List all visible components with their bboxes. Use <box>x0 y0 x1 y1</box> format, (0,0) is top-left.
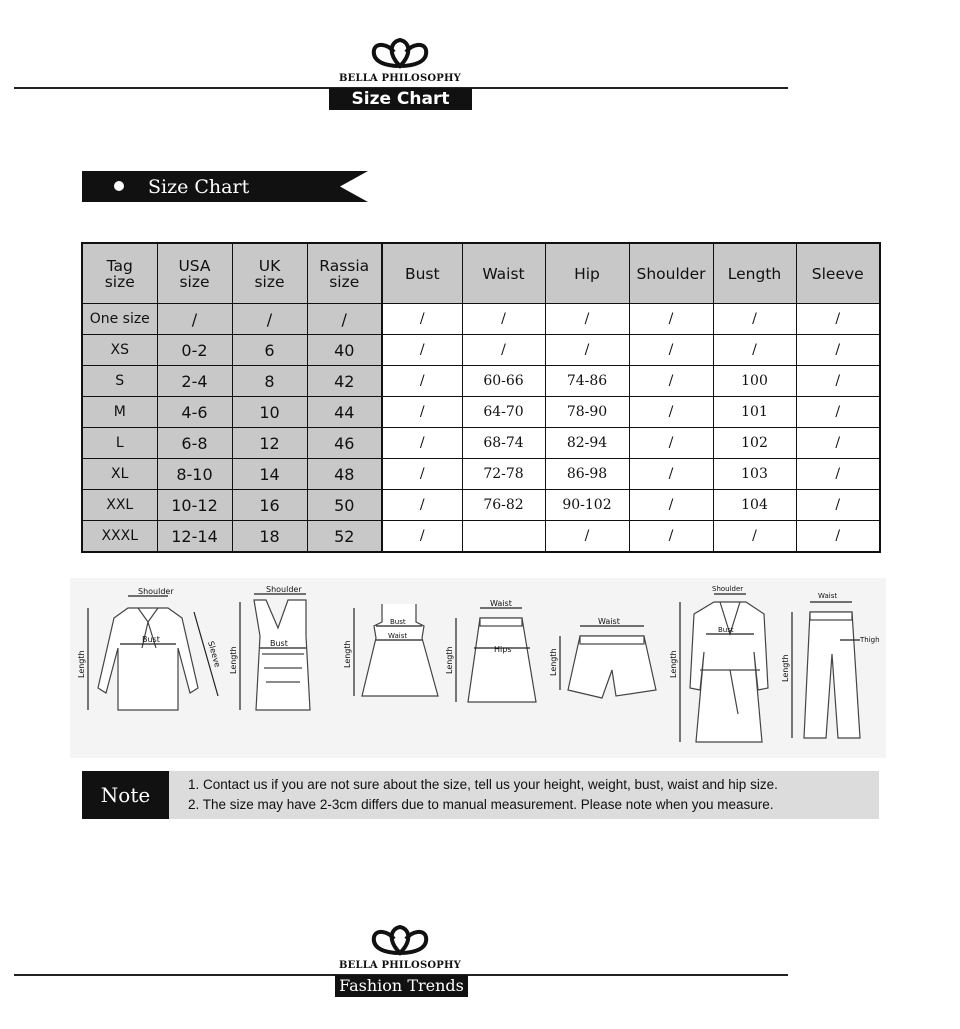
table-cell: / <box>157 304 232 335</box>
table-cell: / <box>796 490 880 521</box>
header-brand-name: BELLA PHILOSOPHY <box>338 73 461 84</box>
note-label: Note <box>82 771 169 819</box>
table-cell: / <box>382 459 462 490</box>
table-cell: 14 <box>232 459 307 490</box>
table-cell: XL <box>82 459 157 490</box>
table-cell: 82-94 <box>545 428 629 459</box>
table-cell: / <box>382 428 462 459</box>
table-cell: / <box>382 397 462 428</box>
table-cell: / <box>713 335 796 366</box>
footer-logo-icon <box>368 923 432 959</box>
garment-measurement-illustrations <box>70 578 886 758</box>
table-cell: M <box>82 397 157 428</box>
table-cell: / <box>796 304 880 335</box>
table-cell: 52 <box>307 521 382 553</box>
table-cell: 101 <box>713 397 796 428</box>
table-cell: XXXL <box>82 521 157 553</box>
dress-length-label: Length <box>343 640 352 668</box>
table-cell: 46 <box>307 428 382 459</box>
table-cell: XS <box>82 335 157 366</box>
table-cell: 8 <box>232 366 307 397</box>
table-cell: / <box>629 490 713 521</box>
table-cell: / <box>462 335 545 366</box>
section-title: Size Chart <box>148 176 250 198</box>
table-cell: 72-78 <box>462 459 545 490</box>
table-cell: 6 <box>232 335 307 366</box>
table-row <box>82 304 880 335</box>
table-cell: 10-12 <box>157 490 232 521</box>
table-cell: / <box>232 304 307 335</box>
blouse-illustration <box>88 596 218 710</box>
table-cell: / <box>545 521 629 553</box>
footer-brand-name: BELLA PHILOSOPHY <box>338 960 461 971</box>
pants-illustration <box>792 602 860 738</box>
table-cell: 78-90 <box>545 397 629 428</box>
table-cell: / <box>796 335 880 366</box>
header-waist: Waist <box>462 243 545 304</box>
table-cell: 60-66 <box>462 366 545 397</box>
tank-illustration <box>240 594 310 710</box>
table-cell: 4-6 <box>157 397 232 428</box>
table-cell: 2-4 <box>157 366 232 397</box>
table-cell: / <box>382 304 462 335</box>
table-cell: 0-2 <box>157 335 232 366</box>
blouse-sleeve-label: Sleeve <box>206 640 223 669</box>
blouse-length-label: Length <box>77 650 86 678</box>
table-row <box>82 397 880 428</box>
shorts-illustration <box>560 626 656 698</box>
table-cell: 76-82 <box>462 490 545 521</box>
table-cell: 6-8 <box>157 428 232 459</box>
table-cell: 8-10 <box>157 459 232 490</box>
tank-length-label: Length <box>229 646 238 674</box>
skirt-length-label: Length <box>445 646 454 674</box>
header-russia-size: Rassia size <box>307 243 382 304</box>
table-cell: / <box>382 335 462 366</box>
table-row <box>82 490 880 521</box>
table-cell: / <box>629 397 713 428</box>
table-cell: / <box>629 459 713 490</box>
tank-bust-label: Bust <box>270 639 288 648</box>
header-tag-size: Tag size <box>82 243 157 304</box>
table-cell: 68-74 <box>462 428 545 459</box>
size-chart-table <box>81 242 881 553</box>
pants-length-label: Length <box>781 654 790 682</box>
table-cell: 12-14 <box>157 521 232 553</box>
table-cell: 100 <box>713 366 796 397</box>
note-line-1: 1. Contact us if you are not sure about the size, tell us your height, weight, bust, waist and hip size. <box>188 777 778 792</box>
table-row <box>82 335 880 366</box>
table-cell: 16 <box>232 490 307 521</box>
pants-thigh-label: Thigh <box>860 636 880 644</box>
shorts-waist-label: Waist <box>598 617 620 626</box>
header-length: Length <box>713 243 796 304</box>
table-cell: / <box>796 428 880 459</box>
table-cell: 42 <box>307 366 382 397</box>
blouse-bust-label: Bust <box>142 635 160 644</box>
table-cell: / <box>382 366 462 397</box>
skirt-waist-label: Waist <box>490 599 512 608</box>
coat-bust-label: Bust <box>718 626 734 634</box>
table-cell: 12 <box>232 428 307 459</box>
header-hip: Hip <box>545 243 629 304</box>
pants-waist-label: Waist <box>818 592 838 600</box>
header-uk-size: UK size <box>232 243 307 304</box>
coat-shoulder-label: Shoulder <box>712 585 744 593</box>
header-shoulder: Shoulder <box>629 243 713 304</box>
table-row <box>82 459 880 490</box>
table-cell: / <box>629 428 713 459</box>
table-cell: 104 <box>713 490 796 521</box>
table-cell <box>462 521 545 553</box>
table-cell: / <box>796 459 880 490</box>
table-row <box>82 521 880 553</box>
coat-illustration <box>680 594 768 742</box>
blouse-shoulder-label: Shoulder <box>138 587 174 596</box>
table-cell: / <box>713 304 796 335</box>
header-usa-size: USA size <box>157 243 232 304</box>
table-header-row <box>82 243 880 304</box>
table-cell: / <box>382 490 462 521</box>
skirt-illustration <box>456 608 536 702</box>
table-cell: / <box>629 304 713 335</box>
footer-tag: Fashion Trends <box>335 975 468 997</box>
table-cell: L <box>82 428 157 459</box>
table-cell: 90-102 <box>545 490 629 521</box>
table-cell: 64-70 <box>462 397 545 428</box>
table-cell: / <box>796 397 880 428</box>
header-sleeve: Sleeve <box>796 243 880 304</box>
table-cell: / <box>462 304 545 335</box>
dress-bust-label: Bust <box>390 618 406 626</box>
table-row <box>82 366 880 397</box>
table-cell: 74-86 <box>545 366 629 397</box>
table-cell: 103 <box>713 459 796 490</box>
header-tag: Size Chart <box>329 88 472 110</box>
table-cell: / <box>713 521 796 553</box>
table-cell: / <box>545 335 629 366</box>
table-cell: / <box>629 335 713 366</box>
table-cell: 18 <box>232 521 307 553</box>
table-cell: S <box>82 366 157 397</box>
table-cell: 40 <box>307 335 382 366</box>
table-cell: / <box>382 521 462 553</box>
brand-logo-icon <box>368 36 432 72</box>
table-cell: / <box>545 304 629 335</box>
header-bust: Bust <box>382 243 462 304</box>
shorts-length-label: Length <box>549 648 558 676</box>
table-cell: 86-98 <box>545 459 629 490</box>
dress-waist-label: Waist <box>388 632 408 640</box>
bullet-icon <box>114 181 124 191</box>
table-cell: XXL <box>82 490 157 521</box>
note-line-2: 2. The size may have 2-3cm differs due to manual measurement. Please note when you measure. <box>188 797 774 812</box>
table-row <box>82 428 880 459</box>
table-cell: / <box>796 366 880 397</box>
table-cell: 10 <box>232 397 307 428</box>
tank-shoulder-label: Shoulder <box>266 585 302 594</box>
skirt-hips-label: Hips <box>494 645 512 654</box>
table-cell: / <box>629 366 713 397</box>
table-cell: One size <box>82 304 157 335</box>
table-cell: 102 <box>713 428 796 459</box>
table-cell: / <box>307 304 382 335</box>
table-cell: 44 <box>307 397 382 428</box>
table-cell: / <box>629 521 713 553</box>
table-cell: / <box>796 521 880 553</box>
table-cell: 50 <box>307 490 382 521</box>
table-cell: 48 <box>307 459 382 490</box>
coat-length-label: Length <box>669 650 678 678</box>
